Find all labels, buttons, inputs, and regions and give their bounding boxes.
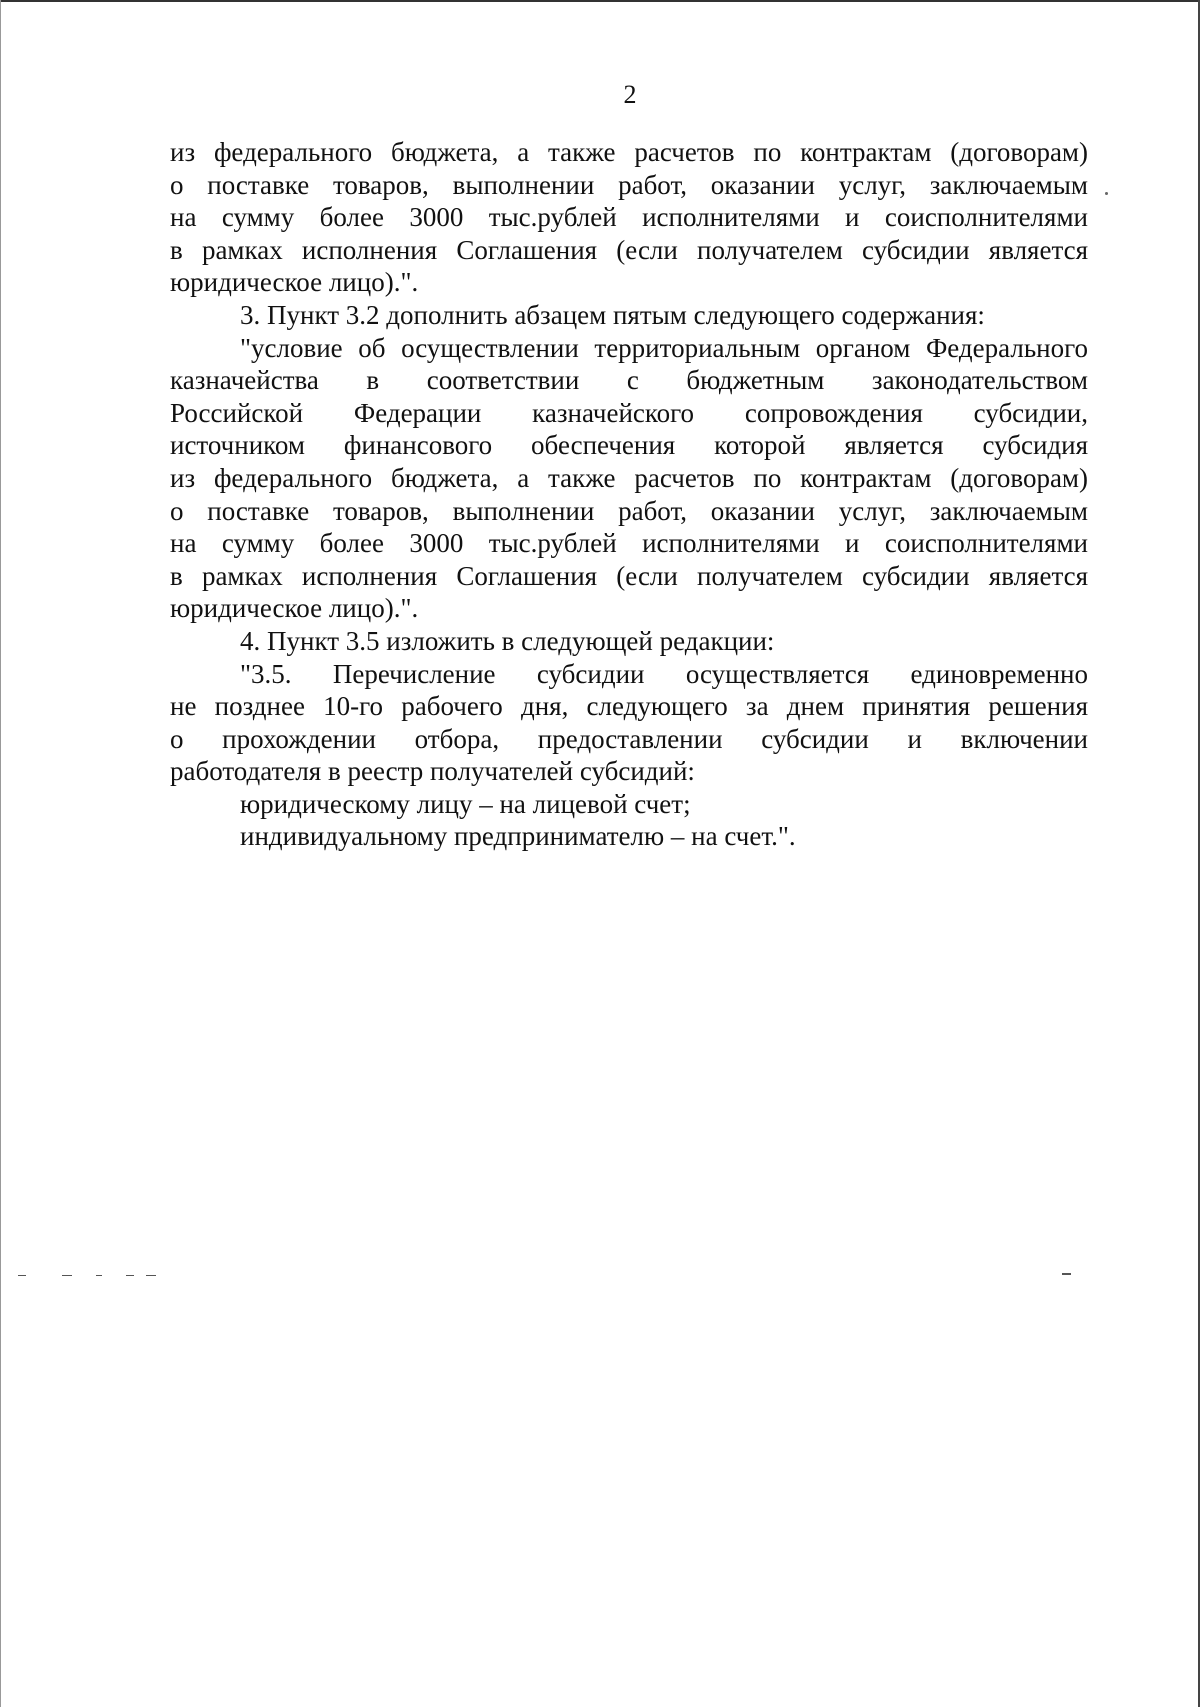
paragraph-entrepreneur [170, 820, 1088, 853]
paragraph-legal-entity [170, 788, 1088, 821]
paragraph-continuation [170, 136, 1088, 299]
scan-dash [62, 1275, 72, 1276]
text-line: казначейства в соответствии с бюджетным законодательством [170, 365, 1088, 396]
text-line: на сумму более 3000 тыс.рублей исполнителями и соисполнителями [170, 528, 1088, 559]
scan-dash [126, 1275, 134, 1276]
scan-dash [18, 1275, 26, 1276]
text-line: не позднее 10-го рабочего дня, следующего за днем принятия решения [170, 691, 1088, 722]
scan-speck [1105, 192, 1108, 195]
text-line: на сумму более 3000 тыс.рублей исполнителями и соисполнителями [170, 202, 1088, 233]
text-line: о поставке товаров, выполнении работ, оказании услуг, заключаемым [170, 169, 1088, 200]
scan-dash [96, 1275, 102, 1276]
document-body [170, 136, 1088, 853]
text-line: в рамках исполнения Соглашения (если получателем субсидии является [170, 234, 1088, 265]
text-line: "3.5. Перечисление субсидии осуществляется единовременно [240, 658, 1088, 689]
text-line: источником финансового обеспечения которой является субсидия [170, 430, 1088, 461]
paragraph-quote-3-2 [170, 332, 1088, 625]
paragraph-item-3 [170, 299, 1088, 332]
text-line: индивидуальному предпринимателю – на счет.". [240, 821, 796, 852]
text-line: 3. Пункт 3.2 дополнить абзацем пятым следующего содержания: [240, 299, 985, 330]
text-line: в рамках исполнения Соглашения (если получателем субсидии является [170, 560, 1088, 591]
text-line: работодателя в реестр получателей субсидий: [170, 756, 695, 787]
paragraph-quote-3-5 [170, 658, 1088, 788]
text-line: Российской Федерации казначейского сопровождения субсидии, [170, 397, 1088, 428]
text-line: о прохождении отбора, предоставлении субсидии и включении [170, 723, 1088, 754]
text-line: о поставке товаров, выполнении работ, оказании услуг, заключаемым [170, 495, 1088, 526]
text-line: "условие об осуществлении территориальным органом Федерального [240, 332, 1088, 363]
text-line: юридическое лицо).". [170, 593, 419, 624]
paragraph-item-4 [170, 625, 1088, 658]
text-line: 4. Пункт 3.5 изложить в следующей редакции: [240, 625, 775, 656]
scan-dash [146, 1275, 156, 1276]
scan-border [0, 0, 1, 1707]
scan-dash [1062, 1273, 1071, 1275]
text-line: из федерального бюджета, а также расчетов по контрактам (договорам) [170, 462, 1088, 493]
scan-border [0, 0, 1200, 2]
text-line: из федерального бюджета, а также расчетов по контрактам (договорам) [170, 137, 1088, 167]
text-line: юридическое лицо).". [170, 267, 419, 298]
page-number: 2 [623, 80, 637, 109]
text-line: юридическому лицу – на лицевой счет; [240, 788, 691, 819]
